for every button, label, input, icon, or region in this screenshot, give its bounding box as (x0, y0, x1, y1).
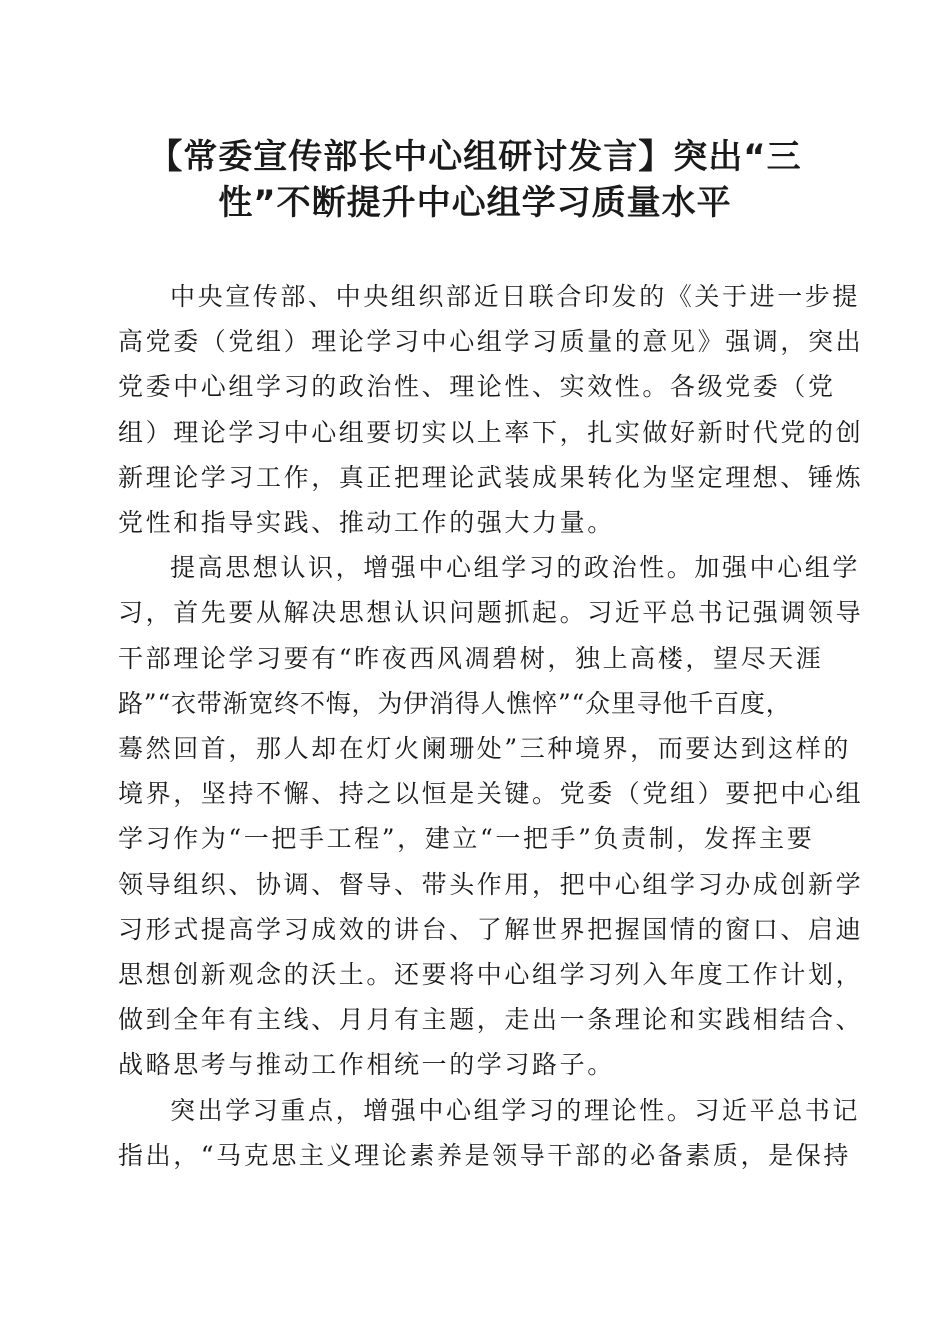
title-line: 性”不断提升中心组学习质量水平 (218, 183, 732, 223)
text-line: 习形式提高学习成效的讲台、了解世界把握国情的窗口、启迪 (118, 914, 864, 944)
text-line: 战略思考与推动工作相统一的学习路子。 (118, 1050, 615, 1080)
text-line: 做到全年有主线、月月有主题，走出一条理论和实践相结合、 (118, 1005, 864, 1035)
text-line: 高党委（党组）理论学习中心组学习质量的意见》强调，突出 (118, 327, 864, 357)
text-line: 领导组织、协调、督导、带头作用，把中心组学习办成创新学 (118, 869, 864, 899)
text-line: 干部理论学习要有“昨夜西风凋碧树，独上高楼，望尽天涯 (118, 643, 824, 673)
text-line: 新理论学习工作，真正把理论武装成果转化为坚定理想、锤炼 (118, 462, 864, 492)
text-line: 突出学习重点，增强中心组学习的理论性。习近平总书记 (170, 1095, 861, 1125)
text-line: 党性和指导实践、推动工作的强大力量。 (118, 508, 615, 538)
text-line: 中央宣传部、中央组织部近日联合印发的《关于进一步提 (170, 282, 861, 311)
document-title (120, 134, 830, 226)
text-line: 学习作为“一把手工程”，建立“一把手”负责制，发挥主要 (118, 824, 815, 854)
paragraph-1 (118, 274, 864, 545)
text-line: 提高思想认识，增强中心组学习的政治性。加强中心组学 (170, 553, 861, 583)
text-line: 蓦然回首，那人却在灯火阑珊处”三种境界，而要达到这样的 (118, 734, 851, 764)
title-line: 【常委宣传部长中心组研讨发言】突出“三 (148, 137, 802, 177)
paragraph-3 (118, 1088, 861, 1178)
text-line: 境界，坚持不懈、持之以恒是关键。党委（党组）要把中心组 (118, 779, 864, 809)
paragraph-2 (118, 545, 864, 1087)
text-line: 习，首先要从解决思想认识问题抓起。习近平总书记强调领导 (118, 598, 864, 628)
document-body (118, 274, 864, 1178)
text-line: 思想创新观念的沃土。还要将中心组学习列入年度工作计划， (118, 960, 864, 990)
text-line: 指出，“马克思主义理论素养是领导干部的必备素质，是保持 (118, 1140, 851, 1170)
text-line: 路”“衣带渐宽终不悔，为伊消得人憔悴”“众里寻他千百度， (118, 688, 792, 718)
text-line: 组）理论学习中心组要切实以上率下，扎实做好新时代党的创 (118, 417, 864, 447)
text-line: 党委中心组学习的政治性、理论性、实效性。各级党委（党 (118, 372, 836, 402)
